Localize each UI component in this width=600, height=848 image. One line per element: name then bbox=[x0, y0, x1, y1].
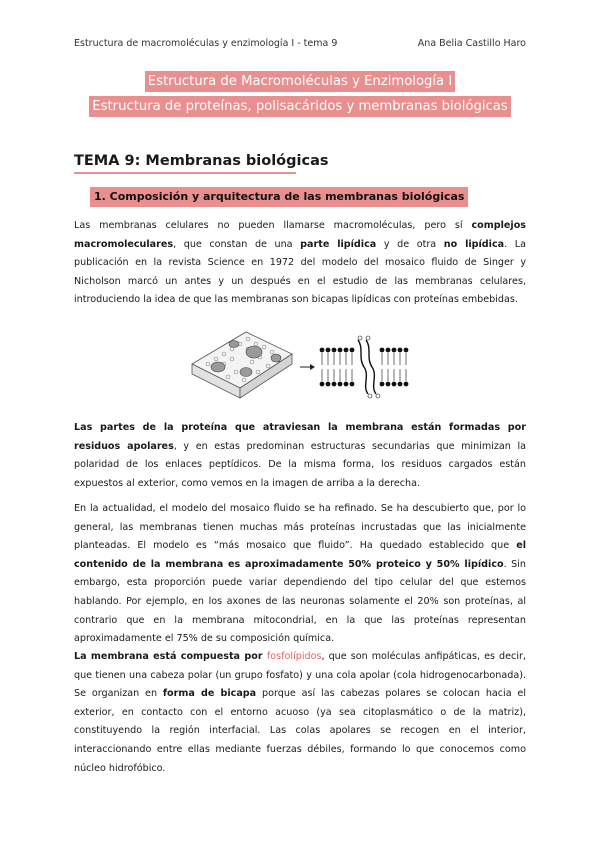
membrane-figure bbox=[188, 322, 412, 400]
chapter-heading-underline bbox=[74, 172, 296, 174]
chapter-heading: TEMA 9: Membranas biológicas bbox=[74, 153, 329, 169]
arrow-icon bbox=[300, 364, 315, 370]
paragraph-phospholipids: La membrana está compuesta por fosfolípidos, que son moléculas anfipáticas, es decir, que tienen una cabeza polar (un grupo fosfato) y una cola apolar (cola hidrogenocarbonada). Se organizan en forma de bicapa porque así las cabezas polares se colocan hacia el exterior, en contacto con el entorno acuoso (ya sea citoplasmático o de la matriz), constituyendo la región interfacial. Las colas apolares se recogen en el interior, interaccionando entre ellas mediante fuerzas débiles, formando lo que conocemos como núcleo hidrofóbico. bbox=[74, 651, 527, 774]
paragraph-model-refined: En la actualidad, el modelo del mosaico fluido se ha refinado. Se ha descubierto que, por lo general, las membranas tienen muchas más proteínas incrustadas que las inicialmente planteadas. El modelo es “más mosaico que fluido”. Ha quedado establecido que el contenido de la membrana es aproximadamente 50% proteico y 50% lipídico. Sin embargo, esta proporción puede variar dependiendo del tipo celular del que estemos hablando. Por ejemplo, en los axones de las neuronas solamente el 20% son proteínas, al contrario que en la membrana mitocondrial, en la que las proteínas representan aproximadamente el 75% de su composición química. bbox=[74, 503, 527, 645]
title-line-2: Estructura de proteínas, polisacáridos y membranas biológicas bbox=[89, 96, 510, 117]
section-heading: 1. Composición y arquitectura de las membranas biológicas bbox=[90, 187, 468, 207]
lipid-bilayer-protein-icon bbox=[320, 336, 409, 398]
paragraph-intro: Las membranas celulares no pueden llamarse macromoléculas, pero sí complejos macromoleculares, que constan de una parte lipídica y de otra no lipídica. La publicación en la revista Science en 1972 del modelo del mosaico fluido de Singer y Nicholson marcó un antes y un después en el estudio de las membranas celulares, introduciendo la idea de que las membranas son bicapas lipídicas con proteínas embebidas. bbox=[74, 220, 526, 306]
document-title bbox=[0, 70, 600, 117]
membrane-3d-diagram-icon bbox=[188, 322, 412, 400]
paragraph-protein-parts: Las partes de la proteína que atraviesan la membrana están formadas por residuos apolares, y en estas predominan estructuras secundarias que minimizan la polaridad de los enlaces peptídicos. De la misma forma, los residuos cargados están expuestos al exterior, como vemos en la imagen de arriba a la derecha. bbox=[74, 422, 527, 489]
header-course: Estructura de macromoléculas y enzimología I - tema 9 bbox=[74, 38, 338, 49]
highlight-fosfolipidos: fosfolípidos bbox=[266, 651, 322, 662]
header-author: Ana Belia Castillo Haro bbox=[417, 38, 526, 49]
title-line-1: Estructura de Macromoléculas y Enzimología I bbox=[145, 71, 455, 92]
